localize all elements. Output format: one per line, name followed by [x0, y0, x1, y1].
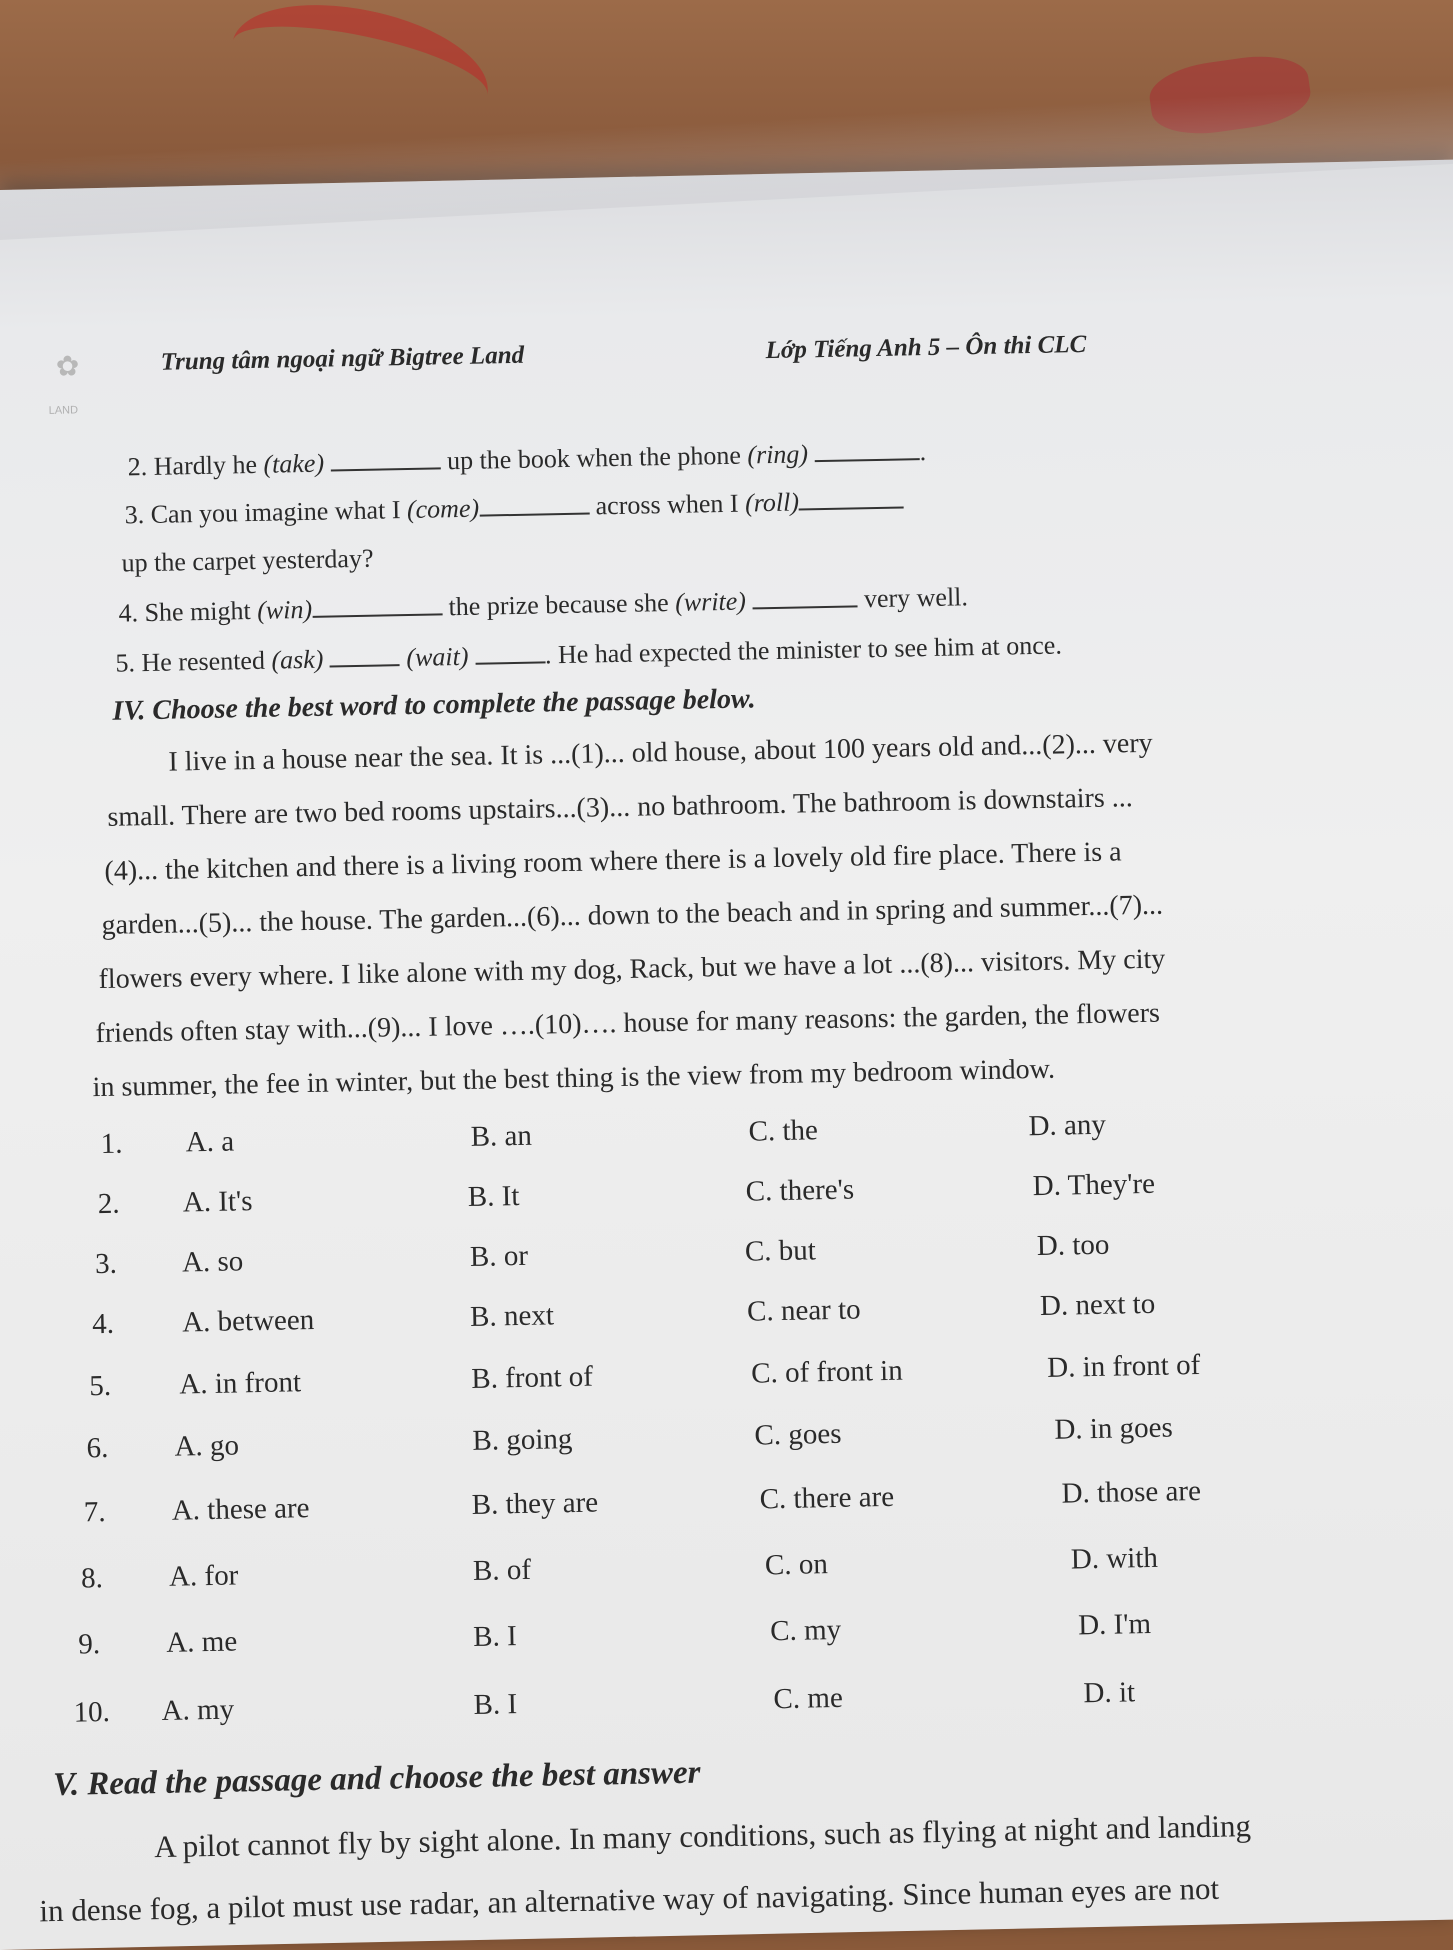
passage-line: garden...(5)... the house. The garden...(6)... down to the beach and in spring and summer...(7)...: [101, 889, 1164, 941]
options-row: [83, 1473, 1284, 1536]
option-a[interactable]: A. in front: [179, 1366, 302, 1401]
header-center-name: Trung tâm ngoại ngữ Bigtree Land: [160, 341, 525, 376]
option-c[interactable]: C. of front in: [750, 1354, 903, 1390]
options-row: [78, 1605, 1279, 1668]
verb-hint: (wait): [406, 641, 469, 673]
verb-hint: (take): [263, 448, 325, 479]
options-row: [98, 1165, 1299, 1228]
question-number: 3.: [94, 1247, 118, 1281]
option-c[interactable]: C. the: [748, 1114, 819, 1148]
option-a[interactable]: A. my: [161, 1693, 235, 1727]
exercise-text: Hardly he: [153, 449, 264, 481]
option-b[interactable]: B. going: [472, 1423, 573, 1457]
option-b[interactable]: B. I: [472, 1620, 518, 1653]
option-c[interactable]: C. there are: [759, 1480, 895, 1516]
verb-hint: (ask): [271, 644, 324, 675]
question-number: 4.: [91, 1307, 115, 1341]
option-c[interactable]: C. but: [744, 1234, 817, 1268]
option-a[interactable]: A. so: [181, 1245, 244, 1279]
exercise-text: across when I: [595, 488, 746, 521]
verb-hint: (come): [406, 493, 480, 525]
passage-line: in summer, the fee in winter, but the best thing is the view from my bedroom window.: [92, 1053, 1056, 1104]
option-b[interactable]: B. next: [469, 1299, 555, 1333]
passage-line: A pilot cannot fly by sight alone. In many conditions, such as flying at night and landing: [153, 1808, 1252, 1865]
answer-blank[interactable]: [475, 639, 545, 664]
passage-line: in dense fog, a pilot must use radar, an alternative way of navigating. Since human eyes are not: [39, 1870, 1220, 1929]
option-d[interactable]: D. They're: [1032, 1167, 1156, 1203]
option-c[interactable]: C. goes: [754, 1417, 842, 1452]
answer-blank[interactable]: [814, 436, 919, 462]
passage-line: flowers every where. I like alone with my dog, Rack, but we have a lot ...(8)... visitors. My city: [98, 943, 1166, 996]
question-number: 5.: [89, 1369, 112, 1403]
option-a[interactable]: A. It's: [182, 1185, 253, 1219]
option-a[interactable]: A. between: [181, 1303, 315, 1339]
exercise-text: She might: [144, 595, 258, 628]
answer-blank[interactable]: [330, 642, 400, 667]
option-b[interactable]: B. It: [467, 1179, 520, 1213]
option-d[interactable]: D. in goes: [1054, 1411, 1174, 1446]
header-class-name: Lớp Tiếng Anh 5 – Ôn thi CLC: [765, 330, 1087, 365]
passage-line: friends often stay with...(9)... I love ….(10)…. house for many reasons: the garden, the flowers: [95, 997, 1161, 1050]
options-row: [81, 1539, 1282, 1602]
option-d[interactable]: D. next to: [1039, 1287, 1156, 1323]
exercise-item: [115, 629, 1062, 678]
question-number: 1.: [100, 1127, 123, 1161]
option-a[interactable]: A. for: [168, 1559, 239, 1593]
exercise-text: the prize because she: [448, 587, 676, 622]
option-c[interactable]: C. my: [769, 1613, 842, 1648]
exercise-continuation: up the carpet yesterday?: [121, 543, 374, 578]
option-d[interactable]: D. I'm: [1077, 1607, 1152, 1642]
option-d[interactable]: D. in front of: [1046, 1348, 1201, 1384]
exercise-text: very well.: [857, 582, 969, 614]
answer-blank[interactable]: [312, 591, 442, 617]
option-b[interactable]: B. or: [469, 1239, 529, 1273]
option-a[interactable]: A. me: [166, 1625, 238, 1659]
exercise-number: 2.: [127, 451, 148, 482]
logo-text: LAND: [48, 404, 79, 417]
exercise-item: [124, 484, 904, 530]
answer-blank[interactable]: [799, 484, 904, 510]
option-d[interactable]: D. any: [1028, 1108, 1107, 1143]
verb-hint: (roll): [744, 487, 800, 518]
answer-blank[interactable]: [752, 583, 857, 609]
exercise-item: [118, 581, 968, 628]
option-d[interactable]: D. it: [1083, 1676, 1136, 1710]
option-c[interactable]: C. near to: [746, 1293, 861, 1328]
exercise-text: He resented: [141, 645, 272, 678]
passage-line: (4)... the kitchen and there is a living room where there is a lovely old fire place. There is a: [104, 836, 1122, 887]
passage-line: small. There are two bed rooms upstairs...(3)... no bathroom. The bathroom is downstairs ...: [107, 782, 1134, 833]
passage-line: I live in a house near the sea. It is ...(1)... old house, about 100 years old and...(2)... very: [168, 727, 1153, 778]
exercise-text: . He had expected the minister to see him at once.: [544, 630, 1063, 670]
option-b[interactable]: B. they are: [471, 1486, 599, 1521]
option-a[interactable]: A. these are: [171, 1492, 310, 1527]
page-header: [160, 330, 1160, 376]
option-d[interactable]: D. too: [1036, 1228, 1110, 1263]
option-c[interactable]: C. there's: [745, 1173, 855, 1208]
option-b[interactable]: B. an: [470, 1119, 533, 1153]
exercise-number: 4.: [118, 598, 139, 628]
section-v-title: V. Read the passage and choose the best answer: [52, 1754, 701, 1804]
exercise-number: 5.: [115, 648, 136, 678]
exercise-item: [127, 436, 926, 482]
options-row: [89, 1347, 1290, 1410]
option-b[interactable]: B. I: [473, 1688, 518, 1721]
options-row: [73, 1674, 1274, 1737]
exercise-number: 3.: [124, 500, 145, 530]
options-row: [92, 1285, 1293, 1348]
option-c[interactable]: C. on: [764, 1548, 829, 1582]
option-d[interactable]: D. those are: [1061, 1474, 1202, 1510]
question-number: 2.: [97, 1187, 120, 1221]
verb-hint: (win): [256, 594, 313, 625]
exercise-text: up the book when the phone: [440, 440, 748, 476]
question-number: 6.: [86, 1431, 109, 1465]
answer-blank[interactable]: [330, 445, 440, 471]
options-row: [86, 1409, 1287, 1472]
exercise-text: .: [919, 437, 927, 467]
options-row: [100, 1105, 1301, 1168]
option-b[interactable]: B. front of: [471, 1360, 594, 1395]
section-iv-title: IV. Choose the best word to complete the passage below.: [112, 683, 756, 727]
option-a[interactable]: A. go: [174, 1429, 240, 1463]
question-number: 10.: [73, 1695, 111, 1729]
option-b[interactable]: B. of: [472, 1553, 532, 1587]
question-number: 9.: [78, 1628, 101, 1661]
question-number: 8.: [80, 1562, 104, 1595]
option-a[interactable]: A. a: [185, 1125, 235, 1159]
question-number: 7.: [83, 1495, 106, 1529]
option-c[interactable]: C. me: [773, 1681, 844, 1716]
bigtree-logo-icon: ✿: [55, 351, 80, 383]
exercise-text: Can you imagine what I: [150, 495, 408, 529]
verb-hint: (ring): [747, 439, 809, 470]
options-row: [95, 1225, 1296, 1288]
option-d[interactable]: D. with: [1070, 1541, 1159, 1576]
answer-blank[interactable]: [479, 491, 589, 517]
verb-hint: (write): [674, 586, 747, 617]
